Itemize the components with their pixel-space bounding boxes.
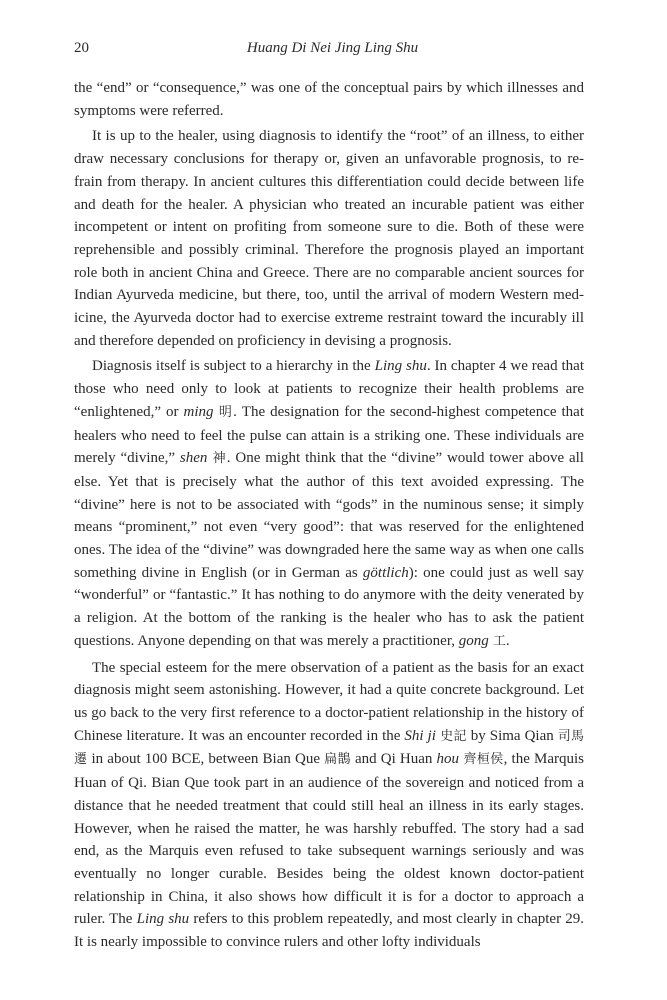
italic-term: shen bbox=[179, 450, 208, 467]
text-run: and Qi Huan bbox=[350, 751, 437, 768]
chinese-characters: 神 bbox=[207, 451, 227, 467]
page-header bbox=[74, 40, 583, 62]
paragraph bbox=[74, 657, 584, 954]
italic-term: hou bbox=[436, 751, 460, 768]
chinese-characters: 齊桓侯 bbox=[459, 752, 504, 768]
chinese-characters: 扁鵲 bbox=[324, 752, 351, 768]
italic-term: göttlich bbox=[362, 564, 409, 581]
paragraph bbox=[74, 125, 584, 352]
text-run: The special esteem for the mere observation of a patient as the basis for an exact diagnosis might seem astonishing. However, it had a quite concrete background. Let us go back to the very first reference to a doctor-patient relationship in the history of Chinese literature. It was an encounter recorded in the bbox=[74, 659, 584, 744]
text-run: the “end” or “consequence,” was one of the conceptual pairs by which illnesses and symptoms were referred. bbox=[74, 80, 584, 119]
italic-term: gong bbox=[458, 632, 489, 649]
running-title: Huang Di Nei Jing Ling Shu bbox=[246, 40, 419, 56]
text-run: . bbox=[505, 632, 510, 649]
paragraph bbox=[74, 77, 584, 122]
text-run: . One might think that the “divine” would tower above all else. Yet that is precisely what the author of this text avoided expressing. The “divine” here is not to be associated with “gods” in the numinous sense; it simply means “prominent,” not even “very good”: that was reserved for the enlightened ones. The idea of the “divine” was downgraded here the same way as when one calls something divine in English (or in German as bbox=[74, 450, 584, 581]
text-run: ): one could just as well say “wonderful” or “fantastic.” It has nothing to do anymore with the deity venerated by a religion. At the bottom of the ranking is the healer who has to ask the patient questions. Anyone depending on that was merely a practitioner, bbox=[74, 564, 584, 649]
text-run: refers to this problem repeatedly, and most clearly in chapter 29. It is nearly impossible to convince rulers and other lofty individuals bbox=[74, 911, 584, 951]
body-text bbox=[74, 77, 584, 957]
text-run: It is up to the healer, using diagnosis to identify the “root” of an illness, to either draw necessary conclusions for therapy or, given an unfavorable prognosis, to refrain from therapy. In ancient cultures this differentiation could decide between life and death for the healer. A physician who treated an incurable patient was either incompetent or intent on profiting from someone sure to die. Both of these were reprehensible and possibly criminal. Therefore the prognosis played an important role both in ancient China and Greece. There are no comparable ancient sources for Indian Ayurveda medicine, but there, too, until the arrival of modern Western medicine, the Ayurveda doctor had to exercise extreme restraint toward the incurably ill and therefore depended on proficiency in devising a prognosis. bbox=[74, 128, 584, 349]
chinese-characters: 明 bbox=[213, 404, 234, 420]
text-run: Diagnosis itself is subject to a hierarchy in the bbox=[92, 358, 375, 375]
text-run: by Sima Qian bbox=[466, 727, 558, 744]
chinese-characters: 司馬遷 bbox=[74, 728, 584, 768]
page-number: 20 bbox=[74, 40, 89, 56]
text-run: , the Marquis Huan of Qi. Bian Que took part in an audience of the sovereign and noticed from a distance that he needed treatment that could still heal an illness in its early stages. However, when he raised the matter, he was harshly rebuffed. The story had a sad end, as the Marquis even refused to take subsequent warnings seriously and was eventually no longer curable. Besides being the oldest known doctor-patient relationship in China, it also shows how difficult it is for a doctor to approach a ruler. The bbox=[74, 751, 584, 928]
italic-term: Ling shu bbox=[136, 911, 190, 928]
text-run: . In chapter 4 we read that those who need only to look at patients to recognize their health problems are “enlightened,” or bbox=[74, 358, 584, 420]
chinese-characters: 史記 bbox=[435, 728, 467, 744]
text-run: in about 100 BCE, between Bian Que bbox=[87, 751, 325, 768]
italic-term: ming bbox=[183, 403, 214, 420]
text-run: . The designation for the second-highest competence that healers who need to feel the pulse can attain is a striking one. These individuals are merely “divine,” bbox=[74, 403, 584, 467]
chinese-characters: 工 bbox=[488, 633, 506, 649]
paragraph bbox=[74, 355, 584, 653]
italic-term: Ling shu bbox=[374, 358, 427, 375]
italic-term: Shi ji bbox=[404, 727, 436, 744]
